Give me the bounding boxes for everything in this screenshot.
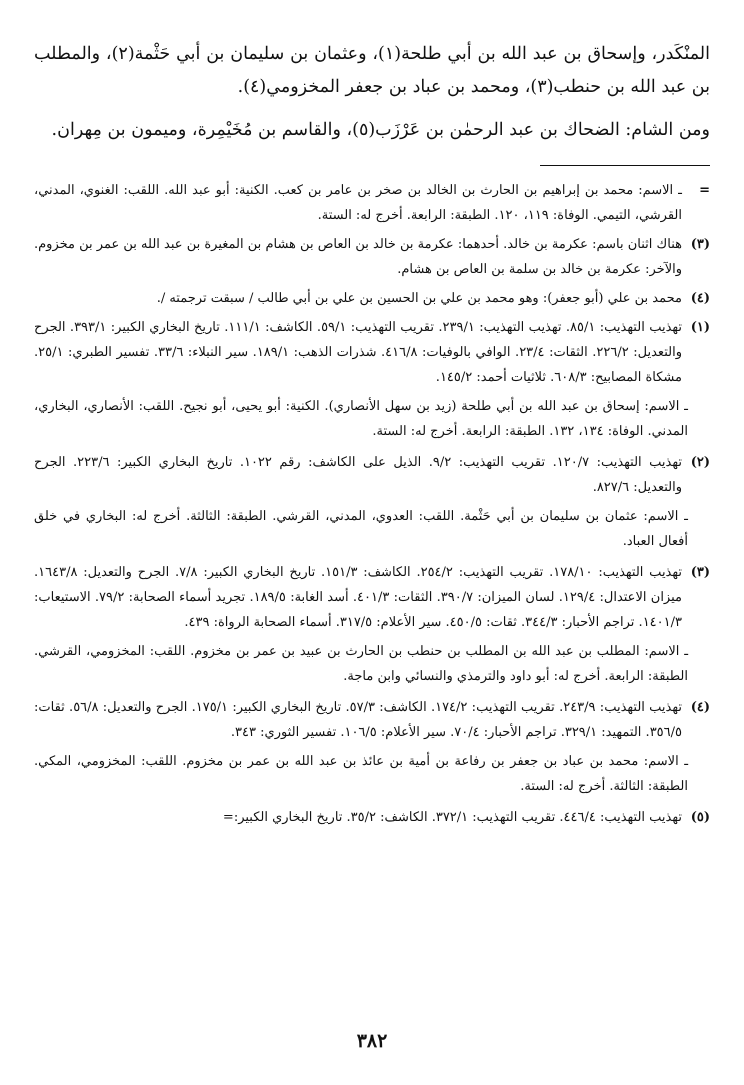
main-paragraph: ومن الشام: الضحاك بن عبد الرحمٰن بن عَرْزَب(٥)، والقاسم بن مُخَيْمِرة، وميمون بن مِهران. [51, 120, 710, 140]
footnote-continued [34, 178, 710, 228]
footnote-body [34, 232, 682, 282]
footnote-3a [34, 232, 710, 282]
footnote-biodata: ـ الاسم: محمد بن إبراهيم بن الحارث بن الخالد بن صخر بن عامر بن كعب. الكنية: أبو عبد الله. اللقب: الغنوي، المدني، القرشي، التيمي. الوفاة: ١١٩، ١٢٠. الطبقة: الرابعة. أخرج له: الستة. [34, 183, 682, 223]
footnote-biodata: ـ الاسم: محمد بن عباد بن جعفر بن رفاعة بن أمية بن عائذ بن عبد الله بن عمر بن مخزوم. اللقب: المخزومي، المكي. الطبقة: الثالثة. أخرج له: الستة. [34, 754, 688, 794]
footnote-marker: = [699, 183, 710, 198]
footnote-biodata: ـ الاسم: المطلب بن عبد الله بن المطلب بن حنطب بن الحارث بن عبيد بن عمر بن مخزوم. اللقب: المخزومي، القرشي. الطبقة: الرابعة. أخرج له: أبو داود والترمذي والنسائي وابن ماجة. [34, 644, 688, 684]
footnote-number: (٥) [690, 810, 710, 825]
footnote-number: (٣) [690, 237, 710, 252]
footnote-2 [34, 450, 710, 500]
footnote-text: محمد بن علي (أبو جعفر): وهو محمد بن علي بن الحسين بن علي بن أبي طالب / سبقت ترجمته /. [156, 291, 682, 306]
footnote-biodata: ـ الاسم: عثمان بن سليمان بن أبي حَثْمة. اللقب: العدوي، المدني، القرشي. الطبقة: الثالثة. أخرج له: البخاري في خلق أفعال العباد. [34, 509, 688, 549]
main-text [34, 38, 710, 147]
footnote-body [34, 695, 682, 745]
footnote-number: (٤) [690, 700, 710, 715]
footnote-4a [34, 286, 710, 311]
footnote-body [34, 286, 682, 311]
footnotes [34, 178, 710, 830]
footnote-body [34, 805, 682, 830]
footnote-separator [540, 165, 710, 166]
footnote-number: (٣) [690, 565, 710, 580]
footnote-body [34, 315, 682, 390]
footnote-5 [34, 805, 710, 830]
footnote-body [34, 178, 682, 228]
footnote-references: تهذيب التهذيب: ١٢٠/٧. تقريب التهذيب: ٩/٢. الذيل على الكاشف: رقم ١٠٢٢. تاريخ البخاري الكبير: ٢٢٣/٦. الجرح والتعديل: ٨٢٧/٦. [34, 455, 682, 495]
footnote-references: تهذيب التهذيب: ١٧٨/١٠. تقريب التهذيب: ٢٥٤/٢. الكاشف: ١٥١/٣. تاريخ البخاري الكبير: ٧/٨. الجرح والتعديل: ١٦٤٣/٨. ميزان الاعتدال: ١٢٩/٤. لسان الميزان: ٣٩٠/٧. الثقات: ٤٠١/٣. أسد الغابة: ١٨٩/٥. تجريد أسماء الصحابة: ٧٩/٢. الاستيعاب: ١٤٠١/٣. تراجم الأحبار: ٣٤٤/٣. ثقات: ٤٥٠/٥. سير الأعلام: ٣١٧/٥. أسماء الصحابة الرواة: ٤٣٩. [34, 565, 682, 630]
footnote-3 [34, 560, 710, 635]
footnote-1 [34, 315, 710, 390]
footnote-references: تهذيب التهذيب: ٨٥/١. تهذيب التهذيب: ٢٣٩/١. تقريب التهذيب: ٥٩/١. الكاشف: ١١١/١. تاريخ البخاري الكبير: ٣٩٣/١. الجرح والتعديل: ٢٢٦/٢. الثقات: ٢٣/٤. الوافي بالوفيات: ٤١٦/٨. شذرات الذهب: ١٨٩/١. سير النبلاء: ٣٣/٦. تفسير الطبري: ٢٥/١. مشكاة المصابيح: ٦٠٨/٣. ثلاثيات أحمد: ١٤٥/٢. [34, 320, 683, 385]
footnote-text: هناك اثنان باسم: عكرمة بن خالد. أحدهما: عكرمة بن خالد بن العاص بن هشام بن المغيرة بن عبد الله بن عمر بن مخزوم. والآخر: عكرمة بن خالد بن سلمة بن العاص بن هشام. [34, 237, 682, 277]
footnote-references: تهذيب التهذيب: ٤٤٦/٤. تقريب التهذيب: ٣٧٢/١. الكاشف: ٣٥/٢. تاريخ البخاري الكبير:= [222, 810, 682, 825]
footnote-number: (٢) [690, 455, 710, 470]
main-paragraph: المنْكَدر، وإسحاق بن عبد الله بن أبي طلحة(١)، وعثمان بن سليمان بن أبي حَثْمة(٢)، والمطلب بن عبد الله بن حنطب(٣)، ومحمد بن عباد بن جعفر المخزومي(٤). [34, 44, 711, 97]
page-number: ٣٨٢ [356, 1030, 388, 1052]
footnote-body [34, 560, 682, 635]
footnote-number: (٤) [690, 291, 710, 306]
footnote-references: تهذيب التهذيب: ٢٤٣/٩. تقريب التهذيب: ١٧٤/٢. الكاشف: ٥٧/٣. تاريخ البخاري الكبير: ١٧٥/١. الجرح والتعديل: ٥٦/٨. ثقات: ٣٥٦/٥. التمهيد: ٣٢٩/١. تراجم الأحبار: ٧٠/٤. سير الأعلام: ١٠٦/٥. تفسير الثوري: ٣٤٣. [34, 700, 682, 740]
footnote-number: (١) [690, 320, 710, 335]
footnote-biodata: ـ الاسم: إسحاق بن عبد الله بن أبي طلحة (زيد بن سهل الأنصاري). الكنية: أبو يحيى، أبو نجيح. اللقب: الأنصاري، البخاري، المدني. الوفاة: ١٣٤، ١٣٢. الطبقة: الرابعة. أخرج له: الستة. [34, 399, 688, 439]
footnote-4 [34, 695, 710, 745]
footnote-body [34, 450, 682, 500]
